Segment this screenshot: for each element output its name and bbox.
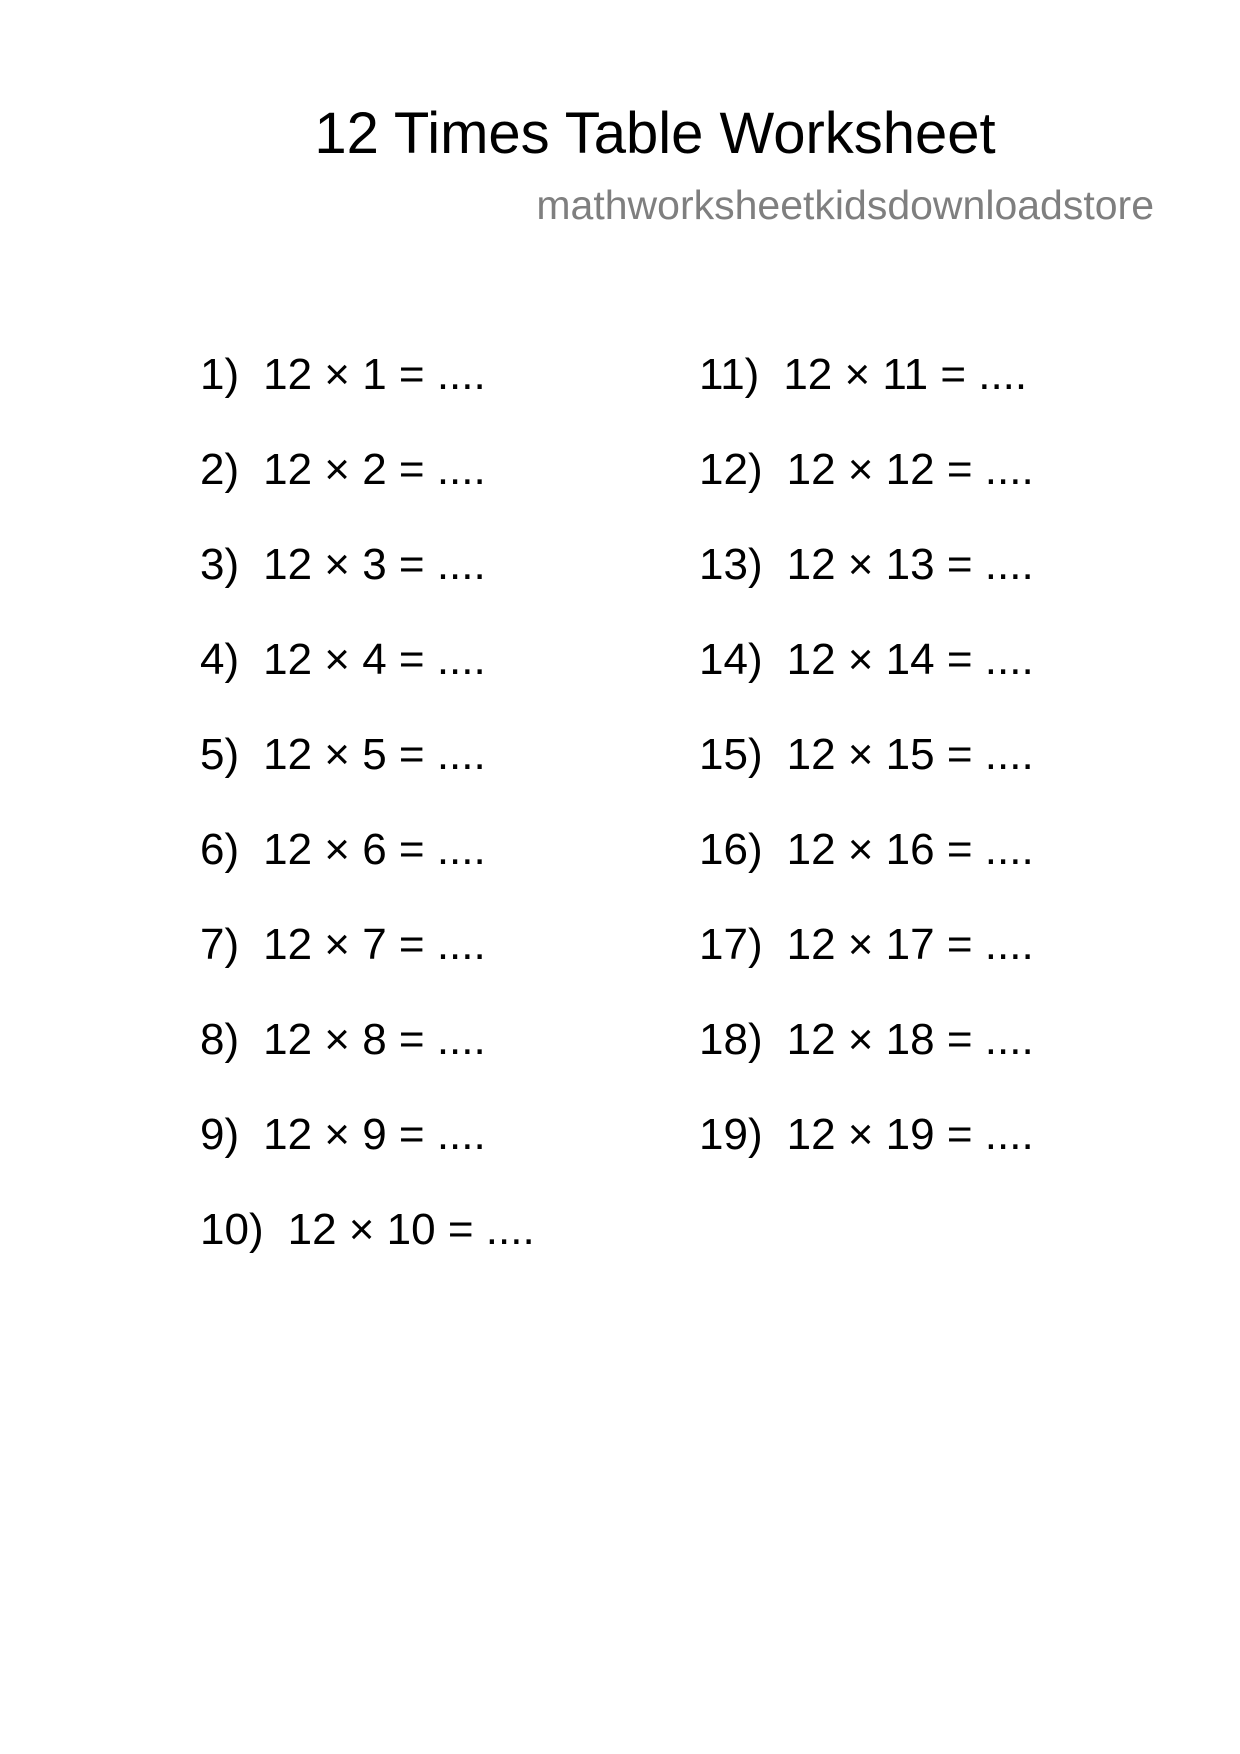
problem-number: 7) xyxy=(200,920,240,969)
problem-expression: 12 × 7 = .... xyxy=(263,920,486,969)
problem-number: 8) xyxy=(200,1015,240,1064)
problem-item xyxy=(699,915,1034,1010)
problem-item xyxy=(699,535,1034,630)
problem-number: 15) xyxy=(699,730,763,779)
problem-item xyxy=(200,1105,535,1200)
problem-item xyxy=(200,725,535,820)
problem-expression: 12 × 17 = .... xyxy=(786,920,1034,969)
site-name: mathworksheetkidsdownloadstore xyxy=(536,182,1154,228)
problem-item xyxy=(200,345,535,440)
problem-expression: 12 × 1 = .... xyxy=(263,350,486,399)
problem-expression: 12 × 3 = .... xyxy=(263,540,486,589)
problem-item xyxy=(200,440,535,535)
problem-item xyxy=(699,1010,1034,1105)
problem-number: 4) xyxy=(200,635,240,684)
problem-item xyxy=(699,630,1034,725)
problem-expression: 12 × 19 = .... xyxy=(786,1110,1034,1159)
problem-item xyxy=(699,345,1034,440)
problem-item xyxy=(699,440,1034,535)
problem-expression: 12 × 13 = .... xyxy=(786,540,1034,589)
problem-item xyxy=(699,725,1034,820)
problem-number: 5) xyxy=(200,730,240,779)
problem-number: 9) xyxy=(200,1110,240,1159)
problem-item xyxy=(200,1200,535,1295)
problem-expression: 12 × 6 = .... xyxy=(263,825,486,874)
problem-expression: 12 × 11 = .... xyxy=(783,350,1028,399)
problem-number: 2) xyxy=(200,445,240,494)
problem-expression: 12 × 15 = .... xyxy=(786,730,1034,779)
problem-number: 17) xyxy=(699,920,763,969)
problem-item xyxy=(200,630,535,725)
problem-column-left xyxy=(200,345,535,1295)
problem-number: 13) xyxy=(699,540,763,589)
problem-number: 6) xyxy=(200,825,240,874)
problem-number: 11) xyxy=(699,350,760,399)
problem-expression: 12 × 14 = .... xyxy=(786,635,1034,684)
problem-expression: 12 × 10 = .... xyxy=(287,1205,535,1254)
problem-item xyxy=(200,1010,535,1105)
problem-item xyxy=(699,820,1034,915)
problem-item xyxy=(200,915,535,1010)
problem-item xyxy=(200,535,535,630)
problem-item xyxy=(200,820,535,915)
problem-expression: 12 × 9 = .... xyxy=(263,1110,486,1159)
problem-expression: 12 × 5 = .... xyxy=(263,730,486,779)
problem-number: 14) xyxy=(699,635,763,684)
problem-number: 10) xyxy=(200,1205,264,1254)
problem-expression: 12 × 8 = .... xyxy=(263,1015,486,1064)
problem-expression: 12 × 12 = .... xyxy=(786,445,1034,494)
problem-expression: 12 × 4 = .... xyxy=(263,635,486,684)
problem-expression: 12 × 18 = .... xyxy=(786,1015,1034,1064)
problem-number: 16) xyxy=(699,825,763,874)
page-title: 12 Times Table Worksheet xyxy=(314,101,996,166)
problem-item xyxy=(699,1105,1034,1200)
problem-column-right xyxy=(699,345,1034,1200)
problem-number: 1) xyxy=(200,350,240,399)
problem-expression: 12 × 16 = .... xyxy=(786,825,1034,874)
problem-number: 12) xyxy=(699,445,763,494)
problem-number: 3) xyxy=(200,540,240,589)
problem-number: 19) xyxy=(699,1110,763,1159)
problem-number: 18) xyxy=(699,1015,763,1064)
problem-expression: 12 × 2 = .... xyxy=(263,445,486,494)
